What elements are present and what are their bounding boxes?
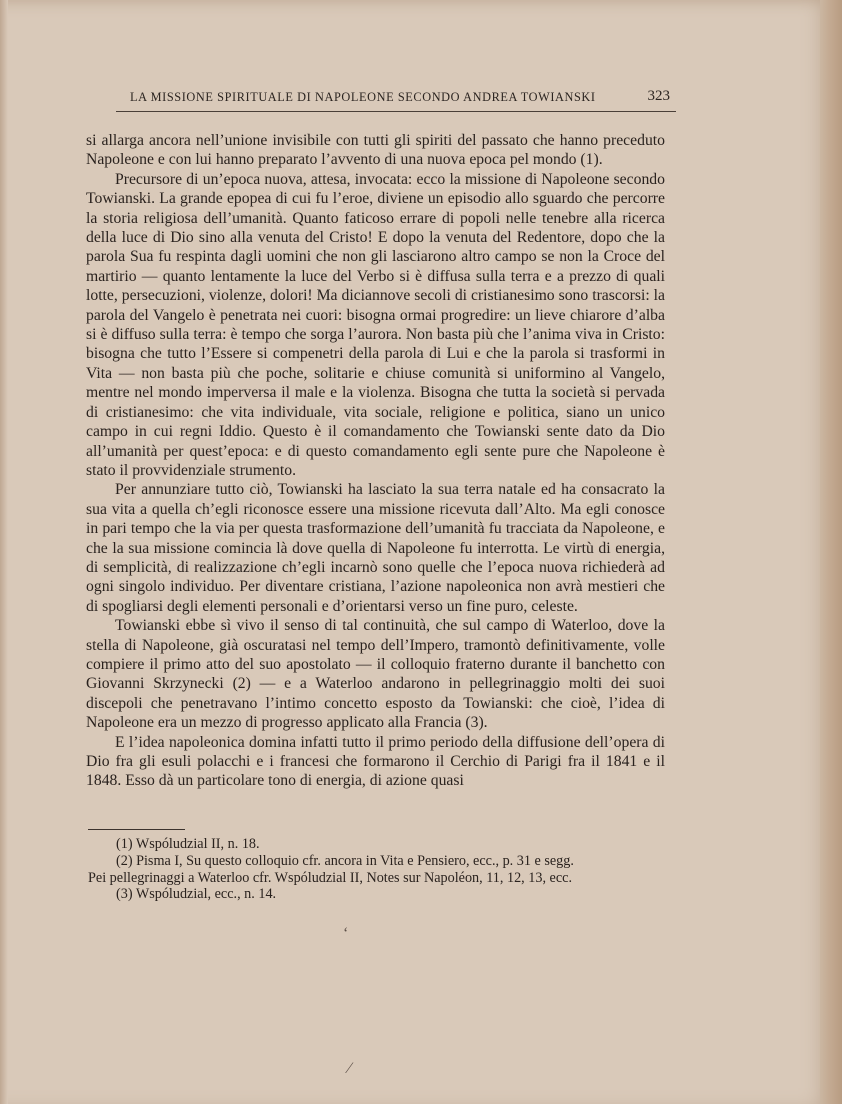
footnotes <box>88 836 666 903</box>
page-right-edge <box>820 0 842 1104</box>
paragraph: Per annunziare tutto ciò, Towianski ha lasciato la sua terra natale ed ha consacrato la sua vita a quella ch’egli riconosce essere una missione ricevuta dall’Alto. Ma egli conosce in pari tempo che la via per questa trasformazione dell’umanità fu tracciata da Napoleone, e che la sua missione comincia là dove quella di Napoleone fu interrotta. Le virtù di energia, di semplicità, di realizzazione ch’egli incarnò sono quelle che l’epoca nuova richiederà ad ogni singolo individuo. Per diventare cristiana, l’azione napoleonica non avrà mestieri che di spogliarsi degli elementi personali e d’orientarsi verso un fine puro, celeste. <box>86 481 665 615</box>
running-title: LA MISSIONE SPIRITUALE DI NAPOLEONE SECONDO ANDREA TOWIANSKI <box>130 90 596 104</box>
paragraph-continuation: si allarga ancora nell’unione invisibile con tutti gli spiriti del passato che hanno preceduto Napoleone e con lui hanno preparato l’avvento di una nuova epoca pel mondo (1). <box>86 132 665 169</box>
footnote-3: (3) Wspóludzial, ecc., n. 14. <box>116 886 277 903</box>
footnote-2: (2) Pisma I, Su questo colloquio cfr. ancora in Vita e Pensiero, ecc., p. 31 e segg. <box>116 852 574 869</box>
footnote-1: (1) Wspóludzial II, n. 18. <box>116 836 260 852</box>
paragraph: E l’idea napoleonica domina infatti tutto il primo periodo della diffusione dell’opera di Dio fra gli esuli polacchi e i francesi che formarono il Cerchio di Parigi fra il 1841 e il 1848. Esso dà un particolare tono di energia, di azione quasi <box>86 733 665 790</box>
footnote-2-continuation: Pei pellegrinaggi a Waterloo cfr. Wspóludzial II, Notes sur Napoléon, 11, 12, 13, ecc. <box>88 869 572 886</box>
page-left-edge <box>0 0 8 1104</box>
page-number: 323 <box>647 88 670 104</box>
paper-mark: ‘ <box>343 925 349 942</box>
main-text <box>86 131 665 791</box>
paragraph: Precursore di un’epoca nuova, attesa, invocata: ecco la missione di Napoleone secondo Towianski. La grande epopea di cui fu l’eroe, diviene un episodio allo sguardo che percorre la storia religiosa dell’umanità. Quanto faticoso errare di popoli nelle tenebre alla ricerca della luce di Dio sino alla venuta del Cristo! E dopo la venuta del Redentore, dopo che la parola Sua fu respinta dagli uomini che non gli lasciarono altro campo se non la Croce del martirio — quanto lentamente la luce del Verbo si è diffusa sulla terra e a prezzo di quali lotte, persecuzioni, violenze, dolori! Ma diciannove secoli di cristianesimo sono trascorsi: la parola del Vangelo è penetrata nei cuori: bisogna ormai progredire: un lieve chiarore d’alba si è diffuso sulla terra: è tempo che sorga l’aurora. Non basta più che l’anima viva in Cristo: bisogna che tutto l’Essere si compenetri della parola di Lui e che la parola si trasformi in Vita — non basta più che poche, solitarie e chiuse comunità si uniformino al Vangelo, mentre nel mondo imperversa il male e la violenza. Bisogna che tutta la società si pervada di cristianesimo: che vita individuale, vita sociale, religione e politica, siano un unico campo in cui regni Iddio. Questo è il comandamento che Towianski sente dato da Dio all’umanità per quest’epoca: e di questo comandamento egli sente pure che Napoleone è stato il provvidenziale strumento. <box>86 170 665 479</box>
header-rule <box>116 111 676 112</box>
paper-mark: ⁄ <box>348 1060 351 1077</box>
paragraph: Towianski ebbe sì vivo il senso di tal continuità, che sul campo di Waterloo, dove la stella di Napoleone, già oscuratasi nel tempo dell’Impero, tramontò definitivamente, volle compiere il primo atto del suo apostolato — il colloquio fraterno durante il banchetto con Giovanni Skrzynecki (2) — e a Waterloo andarono in pellegrinaggio molti dei suoi discepoli che penetravano l’intimo concetto esposto da Towianski: che cioè, l’idea di Napoleone era un mezzo di progresso applicato alla Francia (3). <box>86 617 665 732</box>
footnote-rule <box>88 829 185 830</box>
running-header <box>116 88 676 110</box>
